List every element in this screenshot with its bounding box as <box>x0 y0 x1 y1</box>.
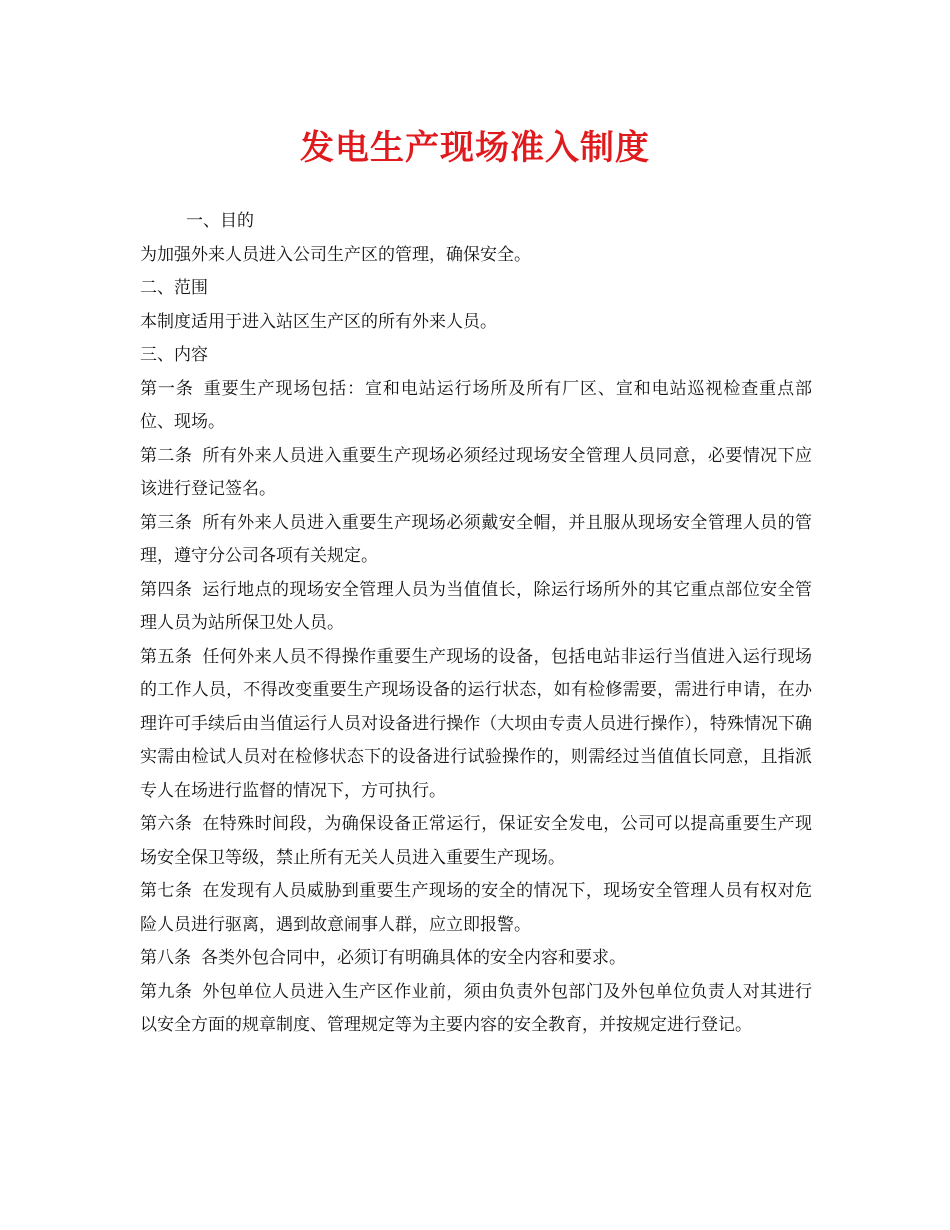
article-2 <box>140 440 812 507</box>
article-number: 第四条 <box>140 579 193 600</box>
article-number: 第七条 <box>140 881 193 901</box>
article-number: 第三条 <box>140 512 193 533</box>
article-number: 第一条 <box>140 378 194 399</box>
article-text: 任何外来人员不得操作重要生产现场的设备，包括电站非运行当值进入运行现场的工作人员，不得改变重要生产现场设备的运行状态，如有检修需要，需进行申请，在办理许可手续后由当值运行人员对设备进行操作（大坝由专责人员进行操作），特殊情况下确实需由检试人员对在检修状态下的设备进行试验操作的，则需经过当值值长同意，且指派专人在场进行监督的情况下，方可执行。 <box>140 646 813 801</box>
article-number: 第九条 <box>140 981 193 1002</box>
section-text: 本制度适用于进入站区生产区的所有外来人员。 <box>140 311 497 332</box>
article-7 <box>140 875 812 942</box>
article-text: 外包单位人员进入生产区作业前，须由负责外包部门及外包单位负责人对其进行以安全方面的规章制度、管理规定等为主要内容的安全教育，并按规定进行登记。 <box>140 981 813 1035</box>
article-number: 第六条 <box>140 814 193 834</box>
article-number: 第五条 <box>140 646 193 667</box>
section-heading: 一、目的 <box>186 211 254 231</box>
article-text: 各类外包合同中，必须订有明确具体的安全内容和要求。 <box>201 948 626 968</box>
article-8 <box>140 942 812 976</box>
article-9 <box>140 976 812 1043</box>
article-4 <box>140 574 812 641</box>
article-text: 在特殊时间段，为确保设备正常运行，保证安全发电，公司可以提高重要生产现场安全保卫等级，禁止所有无关人员进入重要生产现场。 <box>140 814 813 868</box>
article-1 <box>140 373 812 440</box>
article-text: 重要生产现场包括：宣和电站运行场所及所有厂区、宣和电站巡视检查重点部位、现场。 <box>140 378 812 432</box>
article-text: 所有外来人员进入重要生产现场必须经过现场安全管理人员同意，必要情况下应该进行登记签名。 <box>140 445 813 499</box>
section-heading: 二、范围 <box>140 278 208 298</box>
article-number: 第二条 <box>140 445 193 466</box>
article-text: 所有外来人员进入重要生产现场必须戴安全帽，并且服从现场安全管理人员的管理，遵守分公司各项有关规定。 <box>140 512 813 566</box>
section-heading: 三、内容 <box>140 345 208 365</box>
article-number: 第八条 <box>140 948 191 968</box>
page-title: 发电生产现场准入制度 <box>300 128 650 168</box>
document-body <box>140 205 812 1043</box>
article-text: 运行地点的现场安全管理人员为当值值长，除运行场所外的其它重点部位安全管理人员为站所保卫处人员。 <box>140 579 813 633</box>
article-6 <box>140 808 812 875</box>
article-3 <box>140 507 812 574</box>
section-text: 为加强外来人员进入公司生产区的管理，确保安全。 <box>140 244 531 265</box>
article-text: 在发现有人员威胁到重要生产现场的安全的情况下，现场安全管理人员有权对危险人员进行驱离，遇到故意闹事人群，应立即报警。 <box>140 881 813 935</box>
article-5 <box>140 641 812 809</box>
